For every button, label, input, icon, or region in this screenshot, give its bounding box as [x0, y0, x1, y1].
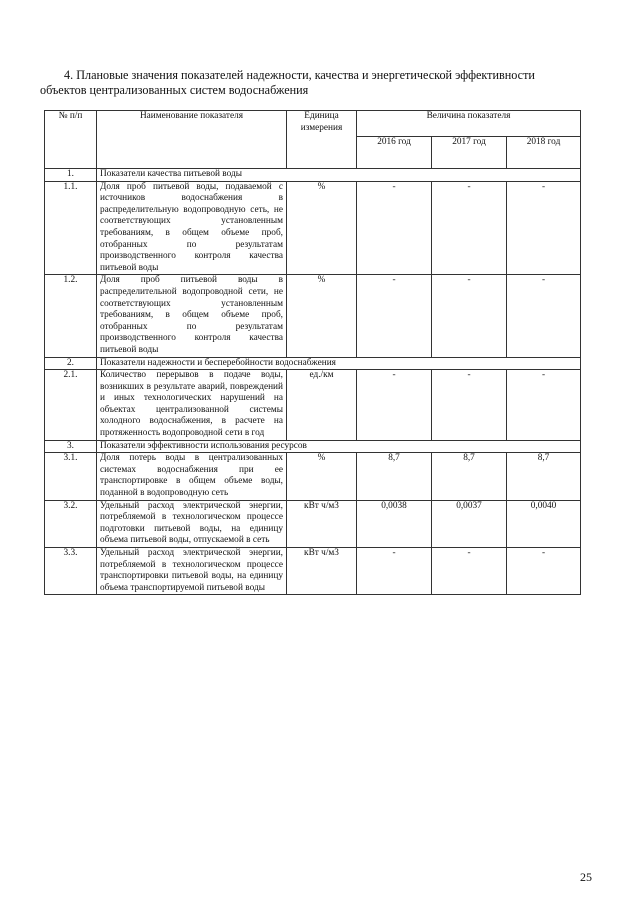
value-2016-cell: 8,7 — [357, 453, 432, 500]
indicator-name-cell: Доля потерь воды в централизованных системах водоснабжения при ее транспортировке в общем объеме воды, поданной в водопроводную сеть — [97, 453, 287, 500]
table-row — [45, 275, 581, 357]
page-number: 25 — [580, 870, 592, 884]
value-2016-cell: - — [357, 181, 432, 275]
value-2016-cell: 0,0038 — [357, 500, 432, 547]
value-2018-cell: - — [507, 370, 581, 441]
unit-cell: кВт ч/м3 — [287, 500, 357, 547]
value-2018-cell: - — [507, 275, 581, 357]
indicator-name-cell: Доля проб питьевой воды, подаваемой с источников водоснабжения в распределительную водопроводную сеть, не соответствующих установленным требованиям, в общем объеме проб, отобранных по результатам производственного контроля качества питьевой воды — [97, 181, 287, 275]
section-title-cell: Показатели эффективности использования ресурсов — [97, 440, 581, 453]
value-2017-cell: 0,0037 — [432, 500, 507, 547]
table-body — [45, 169, 581, 595]
table-row — [45, 453, 581, 500]
section-row — [45, 169, 581, 182]
unit-cell: ед./км — [287, 370, 357, 441]
header-name: Наименование показателя — [97, 111, 287, 169]
row-num-cell: 2. — [45, 357, 97, 370]
unit-cell: % — [287, 181, 357, 275]
section-heading — [40, 68, 594, 98]
row-num-cell: 3.2. — [45, 500, 97, 547]
indicator-name-cell: Доля проб питьевой воды в распределительной водопроводной сети, не соответствующих установленным требованиям, в общем объеме проб, отобранных по результатам производственного контроля качества питьевой воды — [97, 275, 287, 357]
header-num: № п/п — [45, 111, 97, 169]
row-num-cell: 3.3. — [45, 548, 97, 595]
section-row — [45, 357, 581, 370]
header-year-2018: 2018 год — [507, 137, 581, 169]
value-2017-cell: - — [432, 548, 507, 595]
table-row — [45, 500, 581, 547]
header-value-group: Величина показателя — [357, 111, 581, 137]
value-2016-cell: - — [357, 370, 432, 441]
value-2016-cell: - — [357, 548, 432, 595]
header-year-2017: 2017 год — [432, 137, 507, 169]
value-2017-cell: - — [432, 181, 507, 275]
row-num-cell: 2.1. — [45, 370, 97, 441]
value-2017-cell: 8,7 — [432, 453, 507, 500]
value-2018-cell: - — [507, 181, 581, 275]
value-2017-cell: - — [432, 275, 507, 357]
value-2017-cell: - — [432, 370, 507, 441]
indicator-name-cell: Удельный расход электрической энергии, потребляемой в технологическом процессе подготовки питьевой воды, на единицу объема питьевой воды, отпускаемой в сеть — [97, 500, 287, 547]
table-row — [45, 370, 581, 441]
row-num-cell: 1. — [45, 169, 97, 182]
indicator-name-cell: Количество перерывов в подаче воды, возникших в результате аварий, повреждений и иных технологических нарушений на объектах централизованной системы холодного водоснабжения, в расчете на протяженность водопроводной сети в год — [97, 370, 287, 441]
section-row — [45, 440, 581, 453]
row-num-cell: 1.2. — [45, 275, 97, 357]
unit-cell: кВт ч/м3 — [287, 548, 357, 595]
unit-cell: % — [287, 453, 357, 500]
row-num-cell: 3. — [45, 440, 97, 453]
heading-line-1: 4. Плановые значения показателей надежности, качества и энергетической эффективности — [64, 68, 535, 82]
row-num-cell: 3.1. — [45, 453, 97, 500]
heading-line-2: объектов централизованных систем водоснабжения — [40, 83, 309, 97]
indicator-name-cell: Удельный расход электрической энергии, потребляемой в технологическом процессе транспортировки питьевой воды, на единицу объема транспортируемой питьевой воды — [97, 548, 287, 595]
indicators-table — [44, 110, 581, 595]
header-unit: Единица измерения — [287, 111, 357, 169]
value-2018-cell: - — [507, 548, 581, 595]
value-2018-cell: 8,7 — [507, 453, 581, 500]
table-row — [45, 548, 581, 595]
unit-cell: % — [287, 275, 357, 357]
section-title-cell: Показатели надежности и бесперебойности водоснабжения — [97, 357, 581, 370]
table-row — [45, 181, 581, 275]
row-num-cell: 1.1. — [45, 181, 97, 275]
header-year-2016: 2016 год — [357, 137, 432, 169]
section-title-cell: Показатели качества питьевой воды — [97, 169, 581, 182]
value-2018-cell: 0,0040 — [507, 500, 581, 547]
value-2016-cell: - — [357, 275, 432, 357]
